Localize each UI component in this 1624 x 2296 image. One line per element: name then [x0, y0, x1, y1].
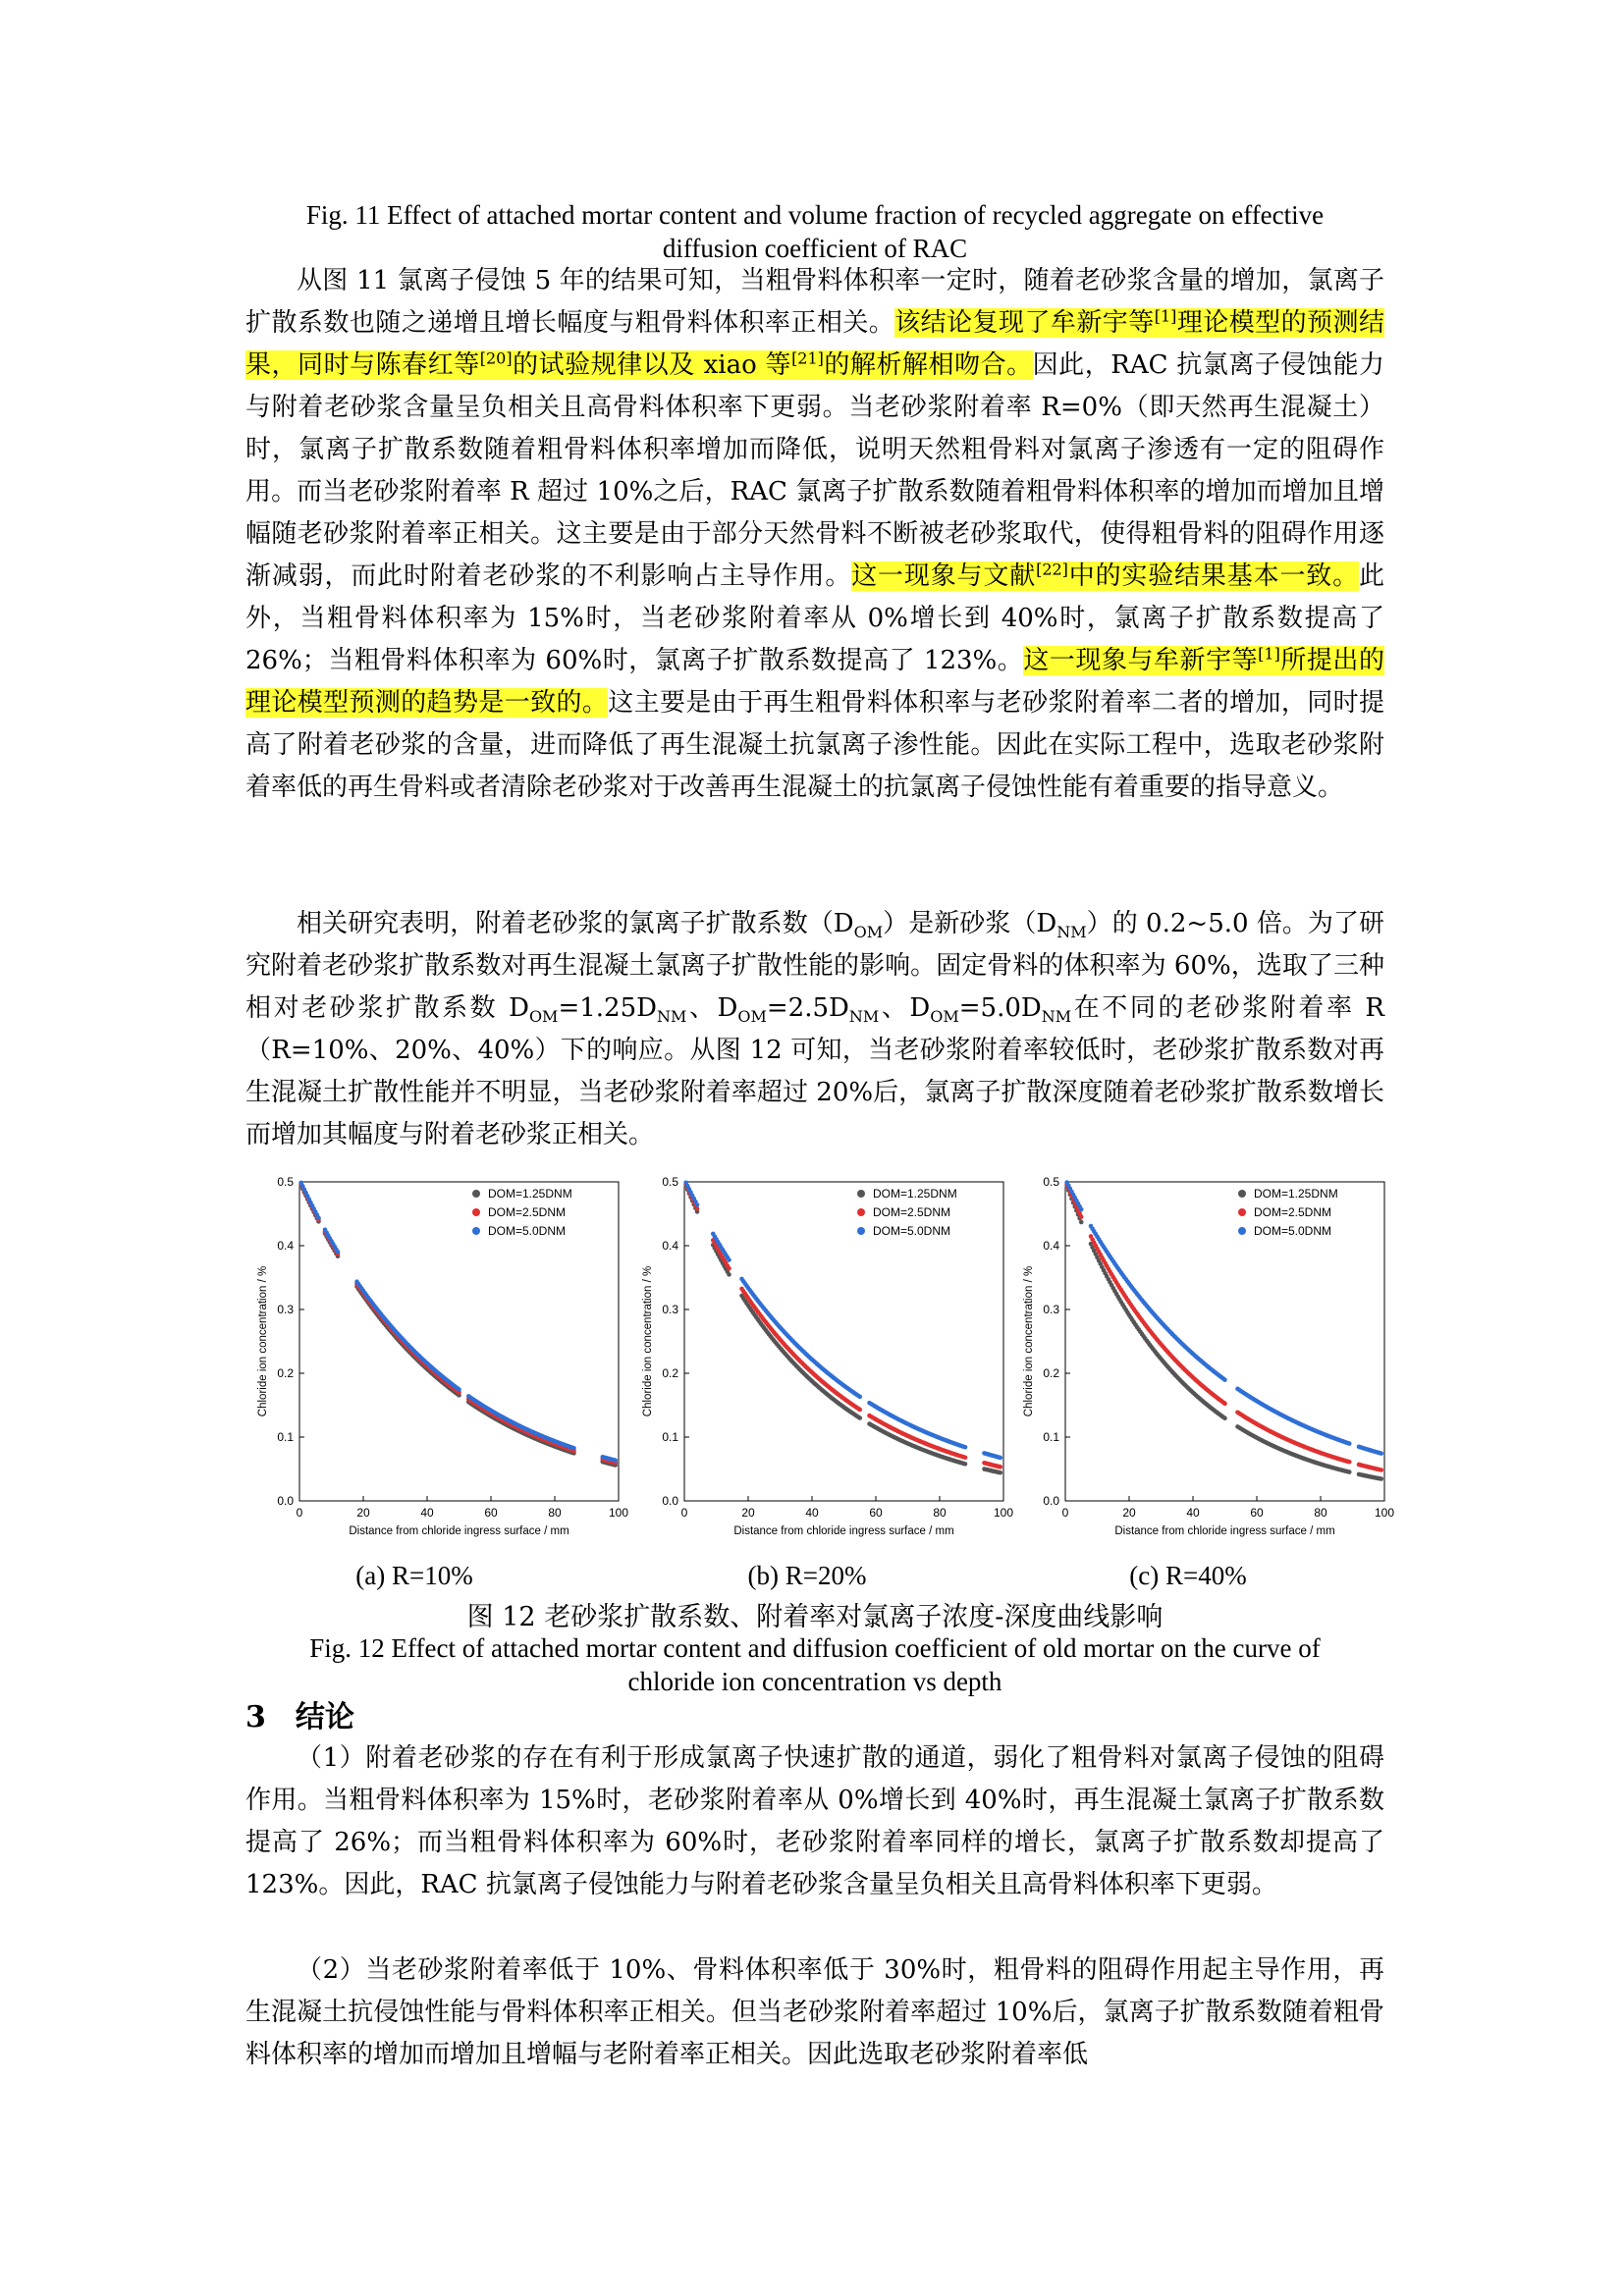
x-tick-label: 60 [1250, 1506, 1264, 1520]
p2-sub-nm-2: NM [656, 1007, 687, 1027]
data-point [963, 1462, 968, 1467]
p2-c: ）的 0.2~5.0 倍。为了研究附着老砂浆扩散系数对再生混凝土氯离子扩散性能的影响。固定骨料的体积率为 60%，选取了三种相对老砂浆扩散系数 D [245, 909, 1384, 1023]
fig12-caption-zh: 图 12 老砂浆扩散系数、附着率对氯离子浓度-深度曲线影响 [466, 1602, 1164, 1632]
plot-frame [1065, 1182, 1384, 1501]
data-point [1379, 1468, 1383, 1472]
p2-b: ）是新砂浆（D [883, 909, 1057, 938]
data-point [998, 1465, 1002, 1469]
data-point [457, 1387, 461, 1392]
x-tick-label: 0 [680, 1506, 688, 1520]
highlight-3-text-a: 这一现象与牟新宇等 [1023, 646, 1259, 675]
y-tick-label: 0.1 [277, 1430, 294, 1444]
x-axis-label: Distance from chloride ingress surface / mm [349, 1525, 569, 1537]
p2-sub-om-2: OM [528, 1007, 559, 1027]
p1-sentence-1: 从图 11 氯离子侵蚀 5 年的结果可知，当粗骨料体积率一定时，随着老砂浆含量的增加，氯离子扩散系数也随之递增且增长幅度与粗骨料体积率正相关。 [245, 266, 1384, 338]
y-tick-label: 0.3 [277, 1303, 294, 1316]
p2-a: 相关研究表明，附着老砂浆的氯离子扩散系数（D [297, 909, 854, 938]
p2-g: 、D [879, 993, 931, 1023]
y-axis-label: Chloride ion concentration / % [642, 1265, 654, 1417]
data-point [1079, 1207, 1084, 1212]
legend-label: DOM=5.0DNM [488, 1224, 567, 1238]
highlight-2-text-a: 这一现象与文献 [851, 561, 1037, 591]
figure-12 [250, 1174, 1395, 1567]
legend-label: DOM=2.5DNM [1254, 1205, 1332, 1219]
paragraph-1-text [245, 260, 1384, 809]
subcaption-c: (c) R=40% [1129, 1561, 1247, 1590]
legend-marker [472, 1208, 480, 1216]
data-point [857, 1408, 862, 1413]
legend-label: DOM=5.0DNM [1254, 1224, 1332, 1238]
fig12-caption-line2: chloride ion concentration vs depth [627, 1667, 1002, 1696]
p2-h: =5.0D [958, 993, 1042, 1023]
data-point [1079, 1214, 1084, 1219]
chart-c [1016, 1174, 1399, 1547]
y-tick-label: 0.4 [277, 1239, 294, 1253]
y-tick-label: 0.3 [1043, 1303, 1059, 1316]
citation-1[interactable]: [1] [1154, 306, 1177, 326]
data-point [727, 1266, 731, 1271]
legend-marker [472, 1190, 480, 1198]
subcaption-b: (b) R=20% [747, 1561, 867, 1590]
x-axis-label: Distance from chloride ingress surface / mm [1114, 1525, 1335, 1537]
subcaption-a: (a) R=10% [355, 1561, 473, 1590]
y-tick-label: 0.0 [662, 1494, 678, 1508]
data-point [1079, 1220, 1084, 1225]
y-axis-label: Chloride ion concentration / % [257, 1265, 269, 1417]
data-point [1347, 1460, 1352, 1465]
series-1 [298, 1182, 618, 1466]
series-1 [683, 1182, 1002, 1469]
y-tick-label: 0.5 [277, 1175, 294, 1189]
data-point [336, 1250, 341, 1255]
citation-20[interactable]: [20] [479, 348, 513, 368]
citation-22[interactable]: [22] [1036, 560, 1068, 579]
x-tick-label: 100 [608, 1506, 629, 1520]
x-tick-label: 80 [1314, 1506, 1327, 1520]
p2-i: 在不同的老砂浆附着率 R（R=10%、20%、40%）下的响应。从图 12 可知，当老砂浆附着率较低时，老砂浆扩散系数对再生混凝土扩散性能并不明显，当老砂浆附着率超过 20%后，氯离子扩散深度随着老砂浆扩散系数增长而增加其幅度与附着老砂浆正相关。 [245, 993, 1384, 1149]
p2-sub-om-3: OM [737, 1007, 767, 1027]
y-tick-label: 0.1 [662, 1430, 678, 1444]
p2-d: =1.25D [558, 993, 657, 1023]
paragraph-1 [245, 260, 1384, 809]
data-point [963, 1455, 968, 1460]
data-point [727, 1257, 731, 1262]
fig12-caption-line1: Fig. 12 Effect of attached mortar content and diffusion coefficient of old mortar on the curve of [309, 1633, 1321, 1663]
y-tick-label: 0.2 [1043, 1366, 1059, 1380]
data-point [857, 1395, 862, 1400]
y-tick-label: 0.2 [662, 1366, 678, 1380]
highlight-1-text-d: 的解析解相吻合。 [823, 350, 1033, 380]
section-heading: 3 结论 [245, 1700, 354, 1735]
y-tick-label: 0.1 [1043, 1430, 1059, 1444]
x-tick-label: 20 [741, 1506, 755, 1520]
fig12-caption-en [245, 1631, 1384, 1698]
p2-f: =2.5D [766, 993, 849, 1023]
series-2 [1064, 1180, 1383, 1456]
data-point [695, 1202, 700, 1207]
highlight-3-text-b: 所提出的理论模型预测的趋势是一致的。 [245, 646, 1384, 718]
p2-sub-nm-1: NM [1056, 923, 1087, 942]
x-tick-label: 60 [484, 1506, 498, 1520]
data-point [1379, 1476, 1383, 1481]
data-point [857, 1415, 862, 1420]
citation-1b[interactable]: [1] [1258, 644, 1280, 664]
series-0 [683, 1184, 1002, 1475]
citation-21[interactable]: [21] [791, 348, 824, 368]
paragraph-2 [245, 903, 1384, 1156]
p2-sub-nm-4: NM [1041, 1007, 1072, 1027]
x-tick-label: 40 [1186, 1506, 1200, 1520]
legend-marker [1238, 1208, 1246, 1216]
legend-label: DOM=5.0DNM [873, 1224, 951, 1238]
series-2 [298, 1181, 618, 1463]
data-point [316, 1215, 321, 1220]
data-point [963, 1445, 968, 1450]
legend-marker [857, 1190, 865, 1198]
p2-sub-nm-3: NM [848, 1007, 880, 1027]
conclusion-1 [245, 1737, 1384, 1906]
fig11-caption-en [245, 198, 1384, 265]
legend-label: DOM=1.25DNM [1254, 1187, 1338, 1201]
data-point [1222, 1415, 1227, 1420]
fig11-caption-line1: Fig. 11 Effect of attached mortar content and volume fraction of recycled aggregate on effective [305, 200, 1325, 230]
y-axis-label: Chloride ion concentration / % [1023, 1265, 1035, 1417]
conclusion-2 [245, 1949, 1384, 2076]
legend-label: DOM=1.25DNM [873, 1187, 957, 1201]
chart-a [250, 1174, 633, 1547]
highlight-2-text-b: 中的实验结果基本一致。 [1067, 561, 1359, 591]
highlight-1-text-b: 理论模型的预测结果，同时与陈春红等 [245, 308, 1384, 380]
y-tick-label: 0.3 [662, 1303, 678, 1316]
series-0 [298, 1183, 618, 1468]
x-tick-label: 40 [805, 1506, 819, 1520]
y-tick-label: 0.2 [277, 1366, 294, 1380]
data-point [1222, 1377, 1227, 1382]
data-point [1379, 1451, 1383, 1456]
series-1 [1064, 1182, 1383, 1472]
data-point [727, 1272, 731, 1277]
y-tick-label: 0.0 [277, 1494, 294, 1508]
legend-label: DOM=1.25DNM [488, 1187, 572, 1201]
fig11-caption-line2: diffusion coefficient of RAC [662, 234, 968, 263]
legend-marker [857, 1227, 865, 1235]
data-point [613, 1458, 618, 1463]
legend-marker [857, 1208, 865, 1216]
x-tick-label: 80 [548, 1506, 562, 1520]
conclusion-1-text: （1）附着老砂浆的存在有利于形成氯离子快速扩散的通道，弱化了粗骨料对氯离子侵蚀的阻碍作用。当粗骨料体积率为 15%时，老砂浆附着率从 0%增长到 40%时，再生混凝土氯离子扩散系数提高了 26%；而当粗骨料体积率为 60%时，老砂浆附着率同样的增长，氯离子扩散系数却提高了 123%。因此，RAC 抗氯离子侵蚀能力与附着老砂浆含量呈负相关且高骨料体积率下更弱。 [245, 1743, 1384, 1899]
x-tick-label: 0 [1061, 1506, 1069, 1520]
x-tick-label: 100 [1374, 1506, 1395, 1520]
p2-e: 、D [686, 993, 738, 1023]
p1-sentence-4: 这主要是由于再生粗骨料体积率与老砂浆附着率二者的增加，同时提高了附着老砂浆的含量，进而降低了再生混凝土抗氯离子渗性能。因此在实际工程中，选取老砂浆附着率低的再生骨料或者清除老砂浆对于改善再生混凝土的抗氯离子侵蚀性能有着重要的指导意义。 [245, 688, 1384, 802]
p1-sentence-2: 因此，RAC 抗氯离子侵蚀能力与附着老砂浆含量呈负相关且高骨料体积率下更弱。当老砂浆附着率 R=0%（即天然再生混凝土）时，氯离子扩散系数随着粗骨料体积率增加而降低，说明天然粗骨料对氯离子渗透有一定的阻碍作用。而当老砂浆附着率 R 超过 10%之后，RAC 氯离子扩散系数随着粗骨料体积率的增加而增加且增幅随老砂浆附着率正相关。这主要是由于部分天然骨料不断被老砂浆取代，使得粗骨料的阻碍作用逐渐减弱，而此时附着老砂浆的不利影响占主导作用。 [245, 350, 1384, 591]
p2-sub-om-4: OM [930, 1007, 959, 1027]
legend-label: DOM=2.5DNM [488, 1205, 567, 1219]
y-tick-label: 0.4 [1043, 1239, 1059, 1253]
y-tick-label: 0.5 [1043, 1175, 1059, 1189]
highlight-1-text-a: 该结论复现了牟新宇等 [894, 308, 1155, 338]
x-tick-label: 60 [869, 1506, 883, 1520]
x-axis-label: Distance from chloride ingress surface / mm [733, 1525, 954, 1537]
legend-label: DOM=2.5DNM [873, 1205, 951, 1219]
data-point [1347, 1441, 1352, 1446]
highlight-2 [851, 561, 1359, 591]
data-point [998, 1470, 1002, 1475]
legend-marker [1238, 1190, 1246, 1198]
data-point [998, 1456, 1002, 1461]
x-tick-label: 100 [993, 1506, 1014, 1520]
p1-sentence-3: 此外，当粗骨料体积率为 15%时，当老砂浆附着率从 0%增长到 40%时，氯离子扩散系数提高了 26%；当粗骨料体积率为 60%时，氯离子扩散系数提高了 123%。 [245, 561, 1384, 675]
legend-marker [1238, 1227, 1246, 1235]
x-tick-label: 20 [1122, 1506, 1136, 1520]
y-tick-label: 0.0 [1043, 1494, 1059, 1508]
paragraph-2-text [245, 903, 1384, 1156]
x-tick-label: 20 [356, 1506, 370, 1520]
data-point [695, 1206, 700, 1211]
series-2 [683, 1180, 1002, 1460]
chart-b [635, 1174, 1018, 1547]
x-tick-label: 0 [296, 1506, 303, 1520]
conclusion-2-text: （2）当老砂浆附着率低于 10%、骨料体积率低于 30%时，粗骨料的阻碍作用起主导作用，再生混凝土抗侵蚀性能与骨料体积率正相关。但当老砂浆附着率超过 10%后，氯离子扩散系数随着粗骨料体积率的增加而增加且增幅与老附着率正相关。因此选取老砂浆附着率低 [245, 1955, 1384, 2069]
p2-sub-om-1: OM [853, 923, 884, 942]
data-point [571, 1446, 576, 1451]
x-tick-label: 80 [933, 1506, 947, 1520]
legend-marker [472, 1227, 480, 1235]
x-tick-label: 40 [420, 1506, 434, 1520]
data-point [1347, 1469, 1352, 1474]
y-tick-label: 0.5 [662, 1175, 678, 1189]
y-tick-label: 0.4 [662, 1239, 678, 1253]
data-point [1222, 1402, 1227, 1407]
highlight-1-text-c: 的试验规律以及 xiao 等 [512, 350, 792, 380]
